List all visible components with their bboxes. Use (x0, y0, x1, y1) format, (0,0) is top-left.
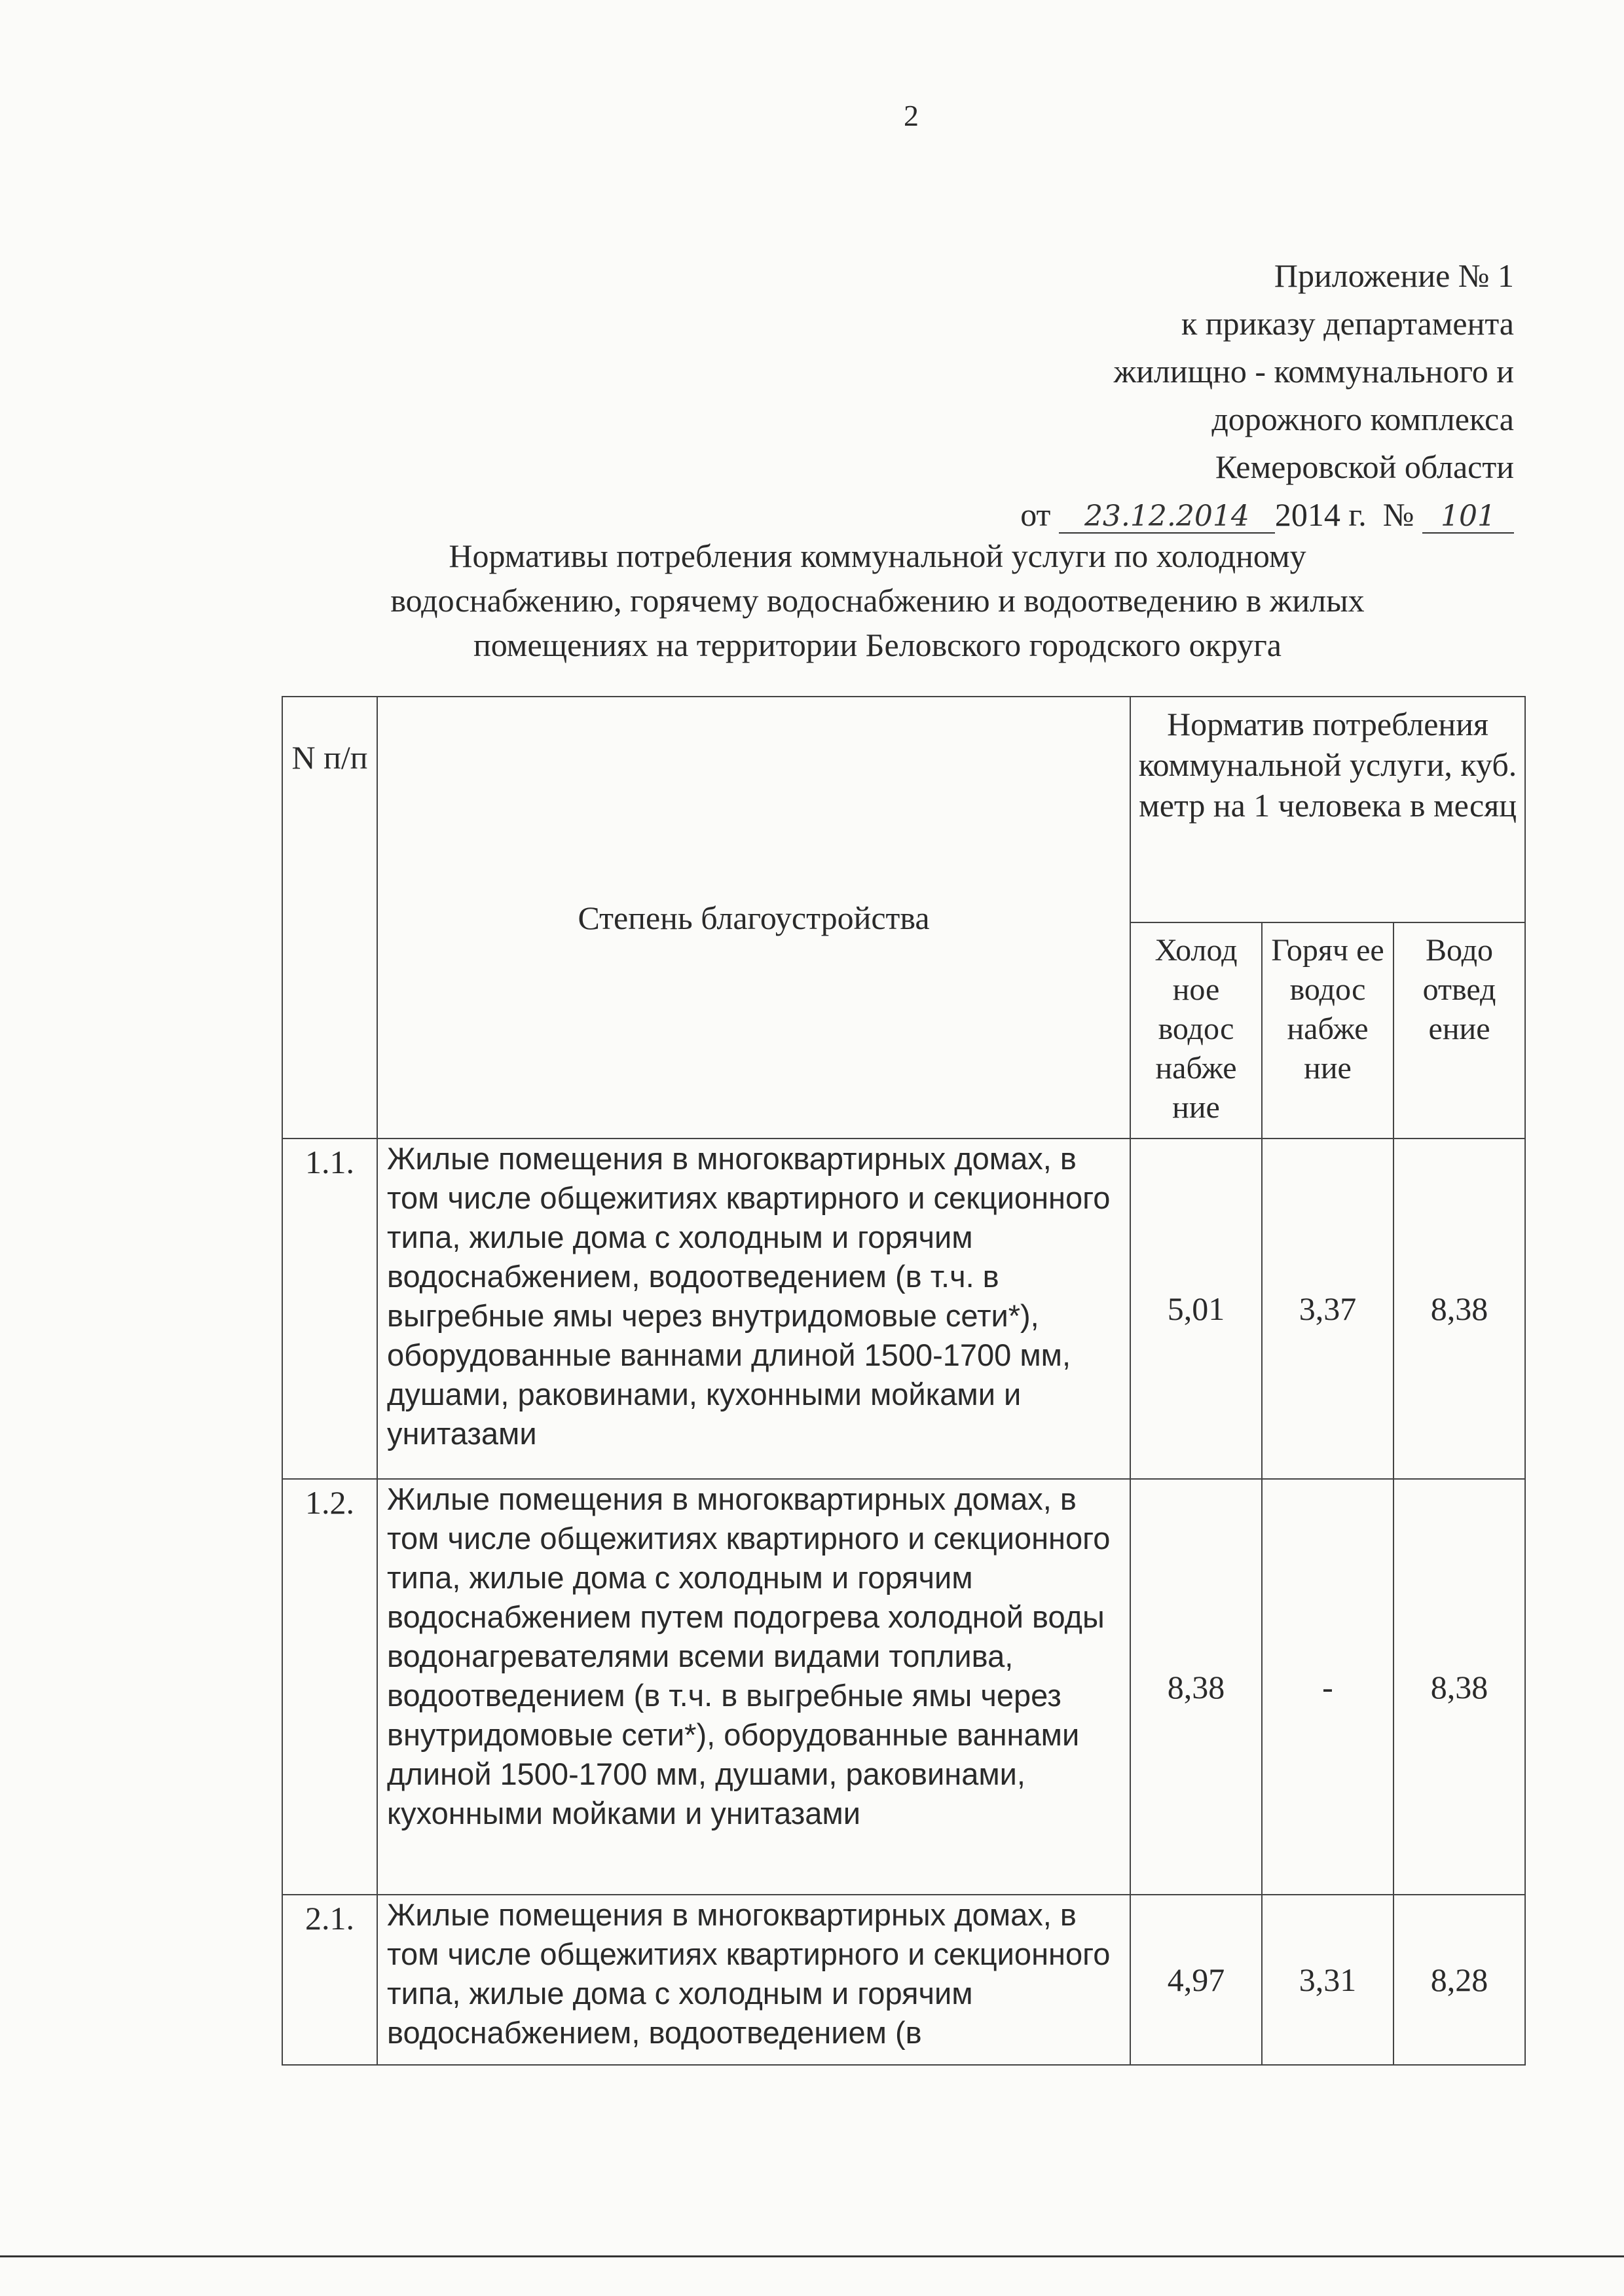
title-line-2: водоснабжению, горячему водоснабжению и водоотведению в жилых (390, 582, 1365, 619)
page-number: 2 (904, 99, 919, 132)
appendix-line-2: к приказу департамента (1181, 305, 1514, 342)
appendix-line-1: Приложение № 1 (1274, 257, 1514, 294)
table-row (282, 1895, 1525, 2065)
document-title (275, 534, 1480, 667)
row-drain-value: 8,38 (1393, 1479, 1525, 1895)
table-row (282, 1479, 1525, 1895)
header-hot-water: Горяч ее водос набже ние (1262, 922, 1393, 1139)
row-hot-value: 3,31 (1262, 1895, 1393, 2065)
header-description: Степень благоустройства (377, 697, 1130, 1139)
row-hot-value: 3,37 (1262, 1139, 1393, 1479)
handwritten-number: 101 (1422, 501, 1514, 534)
norms-table (282, 696, 1526, 2066)
table-row (282, 1139, 1525, 1479)
scan-bottom-edge (0, 2255, 1624, 2257)
appendix-line-3: жилищно - коммунального и (1113, 353, 1514, 390)
title-line-3: помещениях на территории Беловского городского округа (473, 627, 1282, 663)
year-text: 2014 г. (1274, 496, 1367, 533)
row-cold-value: 5,01 (1130, 1139, 1262, 1479)
row-hot-value: - (1262, 1479, 1393, 1895)
number-label: № (1382, 496, 1414, 533)
row-number: 1.2. (282, 1479, 377, 1895)
title-line-1: Нормативы потребления коммунальной услуги по холодному (449, 538, 1306, 574)
row-cold-value: 4,97 (1130, 1895, 1262, 2065)
row-drain-value: 8,38 (1393, 1139, 1525, 1479)
row-number: 2.1. (282, 1895, 377, 2065)
header-cold-water: Холод ное водос набже ние (1130, 922, 1262, 1139)
header-norm: Норматив потребления коммунальной услуги, куб. метр на 1 человека в месяц (1130, 697, 1525, 922)
row-description: Жилые помещения в многоквартирных домах, в том числе общежитиях квартирного и секционного типа, жилые дома с холодным и горячим водоснабжением, водоотведением (в т.ч. в выгребные ямы через внутридомовые сети*), оборудованные ваннами длиной 1500-1700 мм, душами, раковинами, кухонными мойками и унитазами (377, 1139, 1130, 1479)
appendix-date-line (1020, 491, 1514, 539)
header-drainage: Водо отвед ение (1393, 922, 1525, 1139)
appendix-block (1020, 252, 1514, 539)
row-number: 1.1. (282, 1139, 377, 1479)
row-description: Жилые помещения в многоквартирных домах, в том числе общежитиях квартирного и секционного типа, жилые дома с холодным и горячим водоснабжением, водоотведением (в (377, 1895, 1130, 2065)
date-prefix: от (1020, 496, 1051, 533)
row-description: Жилые помещения в многоквартирных домах, в том числе общежитиях квартирного и секционного типа, жилые дома с холодным и горячим водоснабжением путем подогрева холодной воды водонагревателями всеми видами топлива, водоотведением (в т.ч. в выгребные ямы через внутридомовые сети*), оборудованные ваннами длиной 1500-1700 мм, душами, раковинами, кухонными мойками и унитазами (377, 1479, 1130, 1895)
handwritten-date: 23.12.2014 (1059, 501, 1275, 534)
row-drain-value: 8,28 (1393, 1895, 1525, 2065)
header-num: N п/п (282, 697, 377, 1139)
appendix-line-4: дорожного комплекса (1211, 401, 1514, 437)
appendix-line-5: Кемеровской области (1215, 448, 1514, 485)
row-cold-value: 8,38 (1130, 1479, 1262, 1895)
